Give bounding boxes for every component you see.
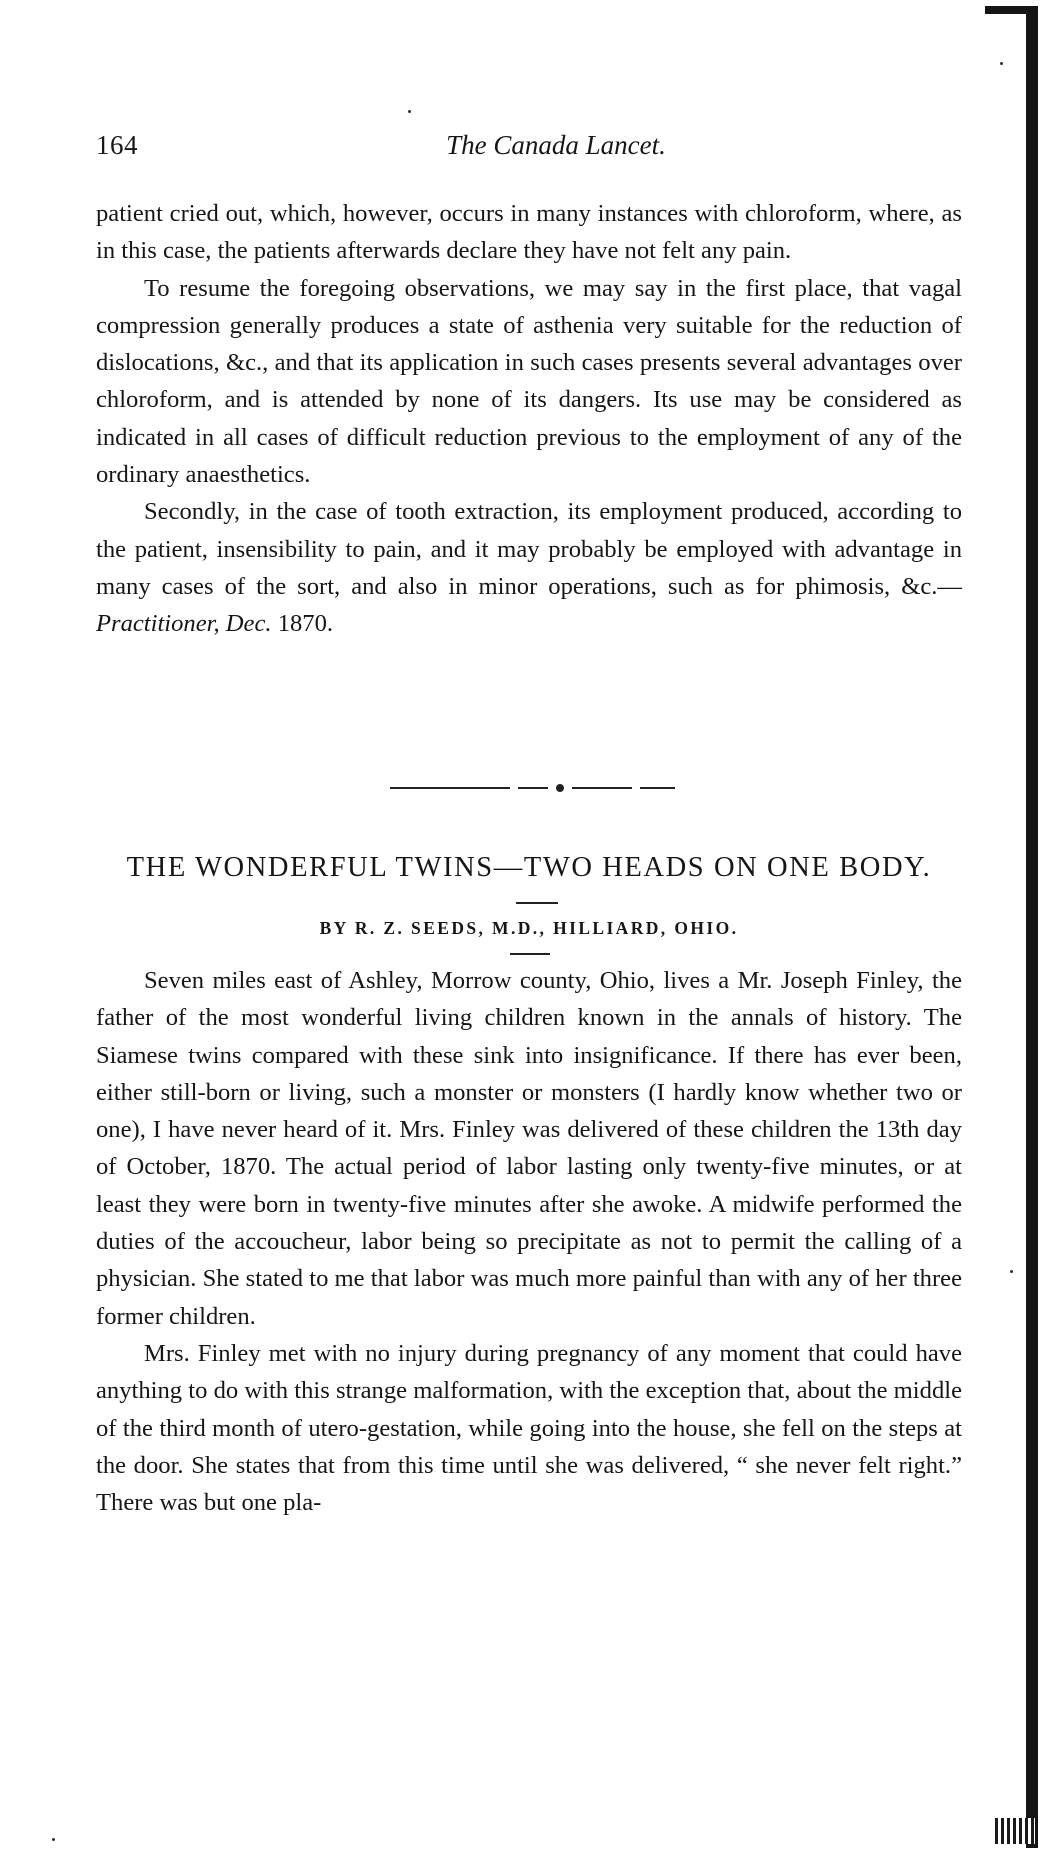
page-number: 164	[96, 130, 138, 160]
binding-edge-bottom	[995, 1818, 1035, 1844]
print-speck	[408, 110, 411, 113]
paragraph: Seven miles east of Ashley, Morrow county, Ohio, lives a Mr. Joseph Finley, the father of the most wonderful living children known in the annals of history. The Siamese twins compared with these sink into insignificance. If there has ever been, either still-born or living, such a monster or monsters (I hardly know whether two or one), I have never heard of it. Mrs. Finley was delivered of these children the 13th day of October, 1870. The actual period of labor lasting only twenty-five minutes, or at least they were born in twenty-five minutes after she awoke. A midwife performed the duties of the accoucheur, labor being so precipitate as not to permit the calling of a physician. She stated to me that labor was much more painful than with any of her three former children.	[96, 967, 962, 1330]
paragraph: To resume the foregoing observations, we may say in the first place, that vagal compression generally produces a state of asthenia very suitable for the reduction of dislocations, &c., and that its application in such cases presents several advantages over chloroform, and is attended by none of its dangers. Its use may be considered as indicated in all cases of difficult reduction previous to the employment of any of the ordinary anaesthetics.	[96, 274, 962, 489]
print-speck	[1000, 62, 1003, 65]
citation-year: 1870.	[277, 610, 334, 638]
section-divider-ornament	[390, 782, 675, 794]
running-head	[96, 130, 976, 174]
print-speck	[52, 1838, 55, 1841]
paragraph: Mrs. Finley met with no injury during pregnancy of any moment that could have anything to do with this strange malformation, with the exception that, about the middle of the third month of utero-gestation, while going into the house, she fell on the steps at the door. She states that from this time until she was delivered, “ she never felt right.” There was but one pla-	[96, 1339, 962, 1517]
article-title: THE WONDERFUL TWINS—TWO HEADS ON ONE BODY.	[126, 852, 932, 883]
print-speck	[1010, 1270, 1013, 1273]
source-citation: Practitioner, Dec.	[96, 610, 272, 638]
article-byline: BY R. Z. SEEDS, M.D., HILLIARD, OHIO.	[319, 918, 739, 938]
paragraph: patient cried out, which, however, occurs in many instances with chloroform, where, as in this case, the patients afterwards declare they have not felt any pain.	[96, 200, 962, 265]
binding-edge	[1026, 8, 1038, 1848]
journal-title: The Canada Lancet.	[446, 130, 666, 160]
article-body	[96, 962, 962, 1521]
paragraph-text: Secondly, in the case of tooth extraction, its employment produced, according to the patient, insensibility to pain, and it may probably be employed with advantage in many cases of the sort, and also in minor operations, such as for phimosis, &c.—	[96, 498, 962, 600]
byline-rule	[510, 953, 550, 955]
title-rule	[516, 902, 558, 904]
previous-article-conclusion	[96, 195, 962, 643]
paragraph	[96, 493, 962, 642]
